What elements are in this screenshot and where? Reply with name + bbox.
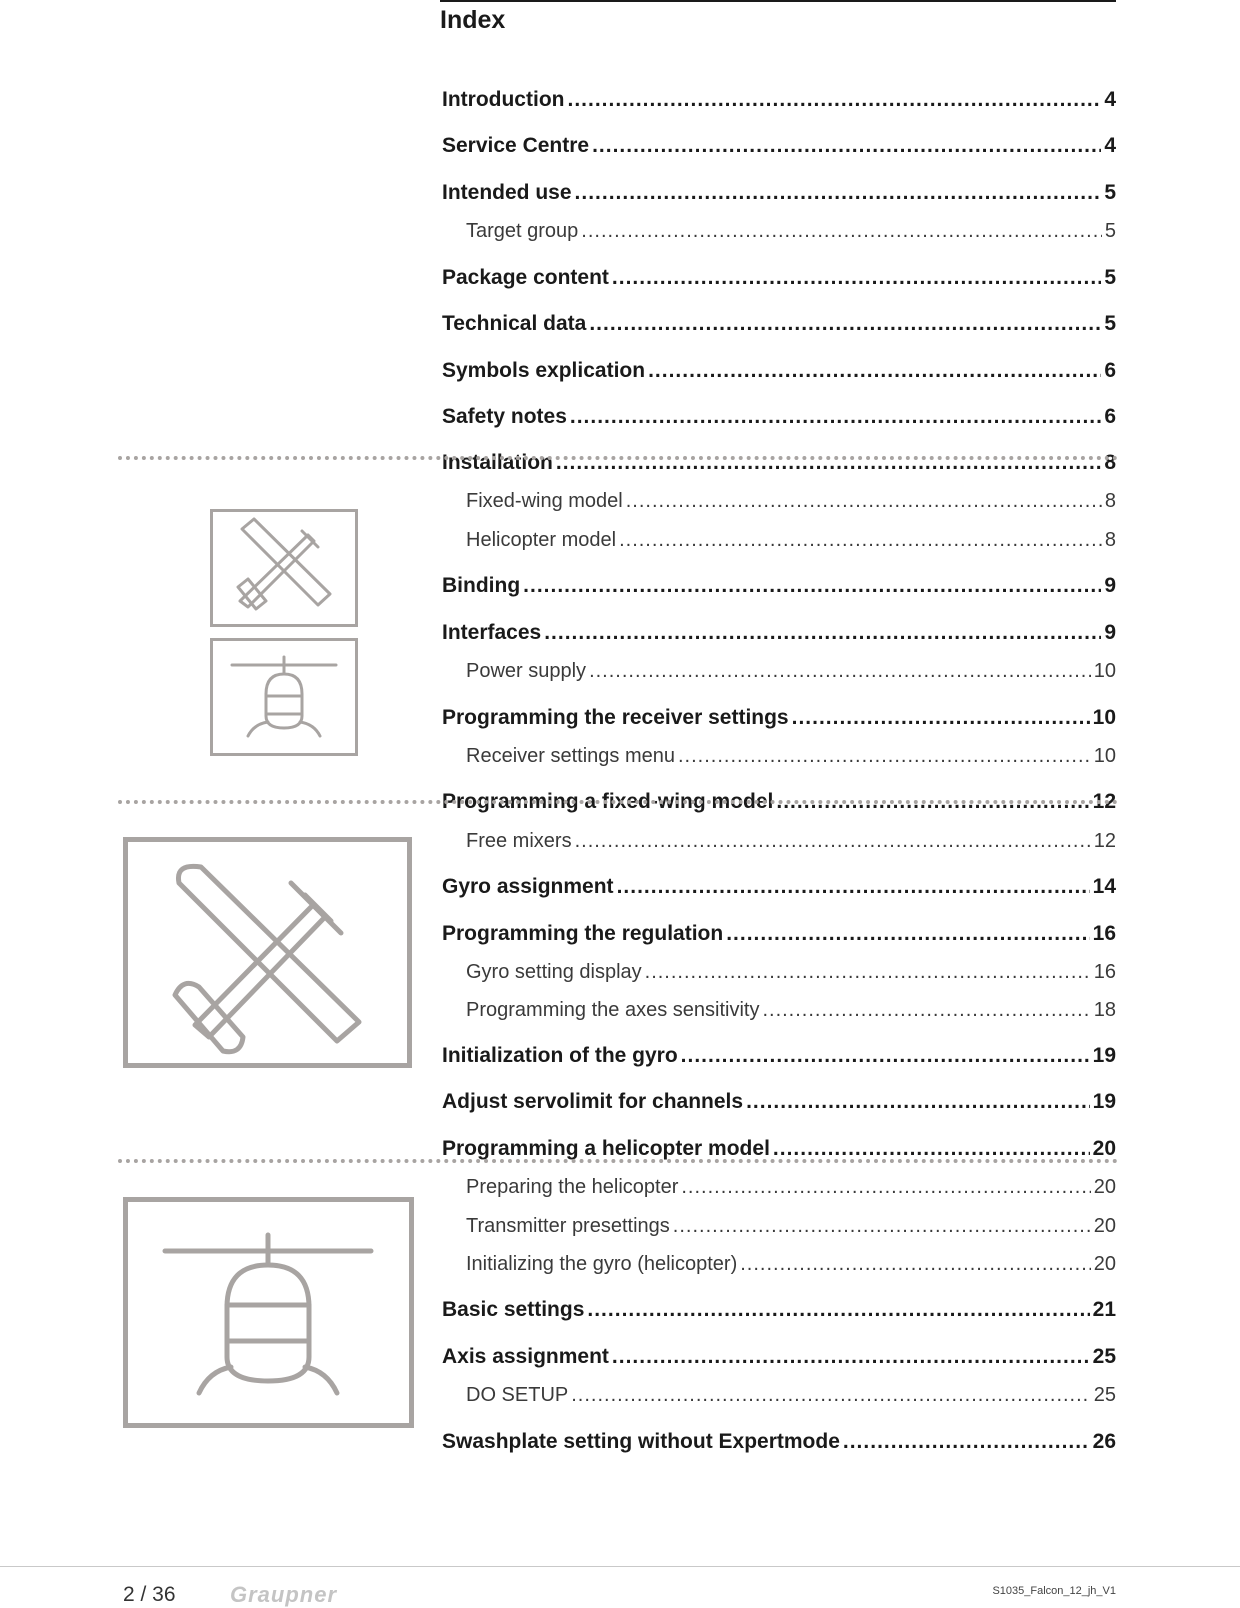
toc-leader — [575, 181, 1102, 205]
toc-page: 20 — [1093, 1176, 1116, 1198]
toc-label: Power supply — [466, 660, 587, 682]
toc-subentry-free-mixers[interactable] — [442, 830, 1116, 860]
section-separator — [118, 1159, 1118, 1163]
airplane-large-icon — [123, 837, 412, 1068]
toc-page: 5 — [1104, 181, 1116, 204]
toc-subentry-do-setup[interactable] — [442, 1384, 1116, 1414]
toc-subentry-axes-sensitivity[interactable] — [442, 999, 1116, 1029]
toc-entry-service-centre[interactable] — [442, 134, 1116, 164]
toc-label: Axis assignment — [442, 1345, 609, 1368]
toc-page: 20 — [1093, 1253, 1116, 1275]
toc-entry-axis-assignment[interactable] — [442, 1345, 1116, 1375]
toc-label: Transmitter presettings — [466, 1215, 670, 1237]
toc-leader — [575, 830, 1091, 853]
toc-leader — [556, 451, 1101, 475]
toc-page: 25 — [1093, 1384, 1116, 1406]
toc-page: 20 — [1093, 1215, 1116, 1237]
toc-page: 5 — [1104, 220, 1116, 242]
toc-label: Safety notes — [442, 405, 567, 428]
toc-label: Gyro assignment — [442, 875, 614, 898]
toc-leader — [740, 1253, 1091, 1276]
toc-page: 10 — [1093, 745, 1116, 767]
toc-entry-package-content[interactable] — [442, 266, 1116, 296]
toc-label: Introduction — [442, 88, 565, 111]
toc-subentry-target-group[interactable] — [442, 220, 1116, 250]
helicopter-small-icon — [210, 638, 358, 756]
toc-entry-symbols-explication[interactable] — [442, 359, 1116, 389]
toc-label: Technical data — [442, 312, 587, 335]
toc-label: Intended use — [442, 181, 572, 204]
toc-label: Programming the regulation — [442, 922, 724, 945]
toc-leader — [589, 312, 1101, 336]
toc-page: 8 — [1104, 529, 1116, 551]
toc-leader — [570, 405, 1101, 429]
toc-entry-interfaces[interactable] — [442, 621, 1116, 651]
toc-entry-adjust-servolimit[interactable] — [442, 1090, 1116, 1120]
toc-label: Gyro setting display — [466, 961, 642, 983]
toc-page: 16 — [1093, 961, 1116, 983]
toc-page: 4 — [1104, 134, 1116, 157]
toc-leader — [645, 961, 1091, 984]
toc-leader — [619, 529, 1102, 552]
toc-label: Basic settings — [442, 1298, 585, 1321]
toc-leader — [678, 745, 1091, 768]
toc-page: 25 — [1092, 1345, 1116, 1368]
toc-page: 8 — [1104, 490, 1116, 512]
toc-page: 10 — [1092, 706, 1116, 729]
toc-entry-binding[interactable] — [442, 574, 1116, 604]
toc-page: 19 — [1092, 1044, 1116, 1067]
toc-page: 12 — [1093, 830, 1116, 852]
toc-leader — [587, 1298, 1089, 1322]
toc-label: DO SETUP — [466, 1384, 569, 1406]
toc-label: Swashplate setting without Expertmode — [442, 1430, 840, 1453]
toc-entry-introduction[interactable] — [442, 88, 1116, 118]
toc-entry-gyro-assignment[interactable] — [442, 875, 1116, 905]
toc-label: Target group — [466, 220, 579, 242]
toc-leader — [843, 1430, 1090, 1454]
toc-leader — [612, 1345, 1090, 1369]
toc-leader — [648, 359, 1101, 383]
toc-subentry-fixed-wing-model[interactable] — [442, 490, 1116, 520]
brand-logo: Graupner — [230, 1582, 338, 1607]
toc-leader — [612, 266, 1101, 290]
toc-leader — [589, 660, 1091, 683]
toc-entry-initialization-gyro[interactable] — [442, 1044, 1116, 1074]
toc-leader — [581, 220, 1102, 243]
toc-page: 5 — [1104, 312, 1116, 335]
toc-leader — [773, 1137, 1090, 1161]
section-separator — [118, 800, 1118, 804]
toc-page: 16 — [1092, 922, 1116, 945]
toc-leader — [762, 999, 1090, 1022]
toc-label: Programming the axes sensitivity — [466, 999, 760, 1021]
toc-page: 6 — [1104, 405, 1116, 428]
toc-label: Installation — [442, 451, 553, 474]
toc-subentry-power-supply[interactable] — [442, 660, 1116, 690]
toc-label: Free mixers — [466, 830, 572, 852]
toc-leader — [592, 134, 1101, 158]
toc-subentry-preparing-helicopter[interactable] — [442, 1176, 1116, 1206]
toc-page: 12 — [1092, 790, 1116, 813]
page-title: Index — [440, 6, 506, 34]
footer-rule — [0, 1566, 1240, 1567]
toc-leader — [681, 1176, 1090, 1199]
toc-subentry-initializing-gyro-helicopter[interactable] — [442, 1253, 1116, 1283]
toc-page: 21 — [1092, 1298, 1116, 1321]
toc-label: Interfaces — [442, 621, 542, 644]
toc-leader — [571, 1384, 1091, 1407]
page-number: 2 / 36 — [123, 1583, 176, 1606]
toc-subentry-gyro-setting-display[interactable] — [442, 961, 1116, 991]
toc-label: Package content — [442, 266, 609, 289]
toc-entry-programming-receiver-settings[interactable] — [442, 706, 1116, 736]
toc-page: 5 — [1104, 266, 1116, 289]
toc-leader — [792, 706, 1090, 730]
toc-subentry-transmitter-presettings[interactable] — [442, 1215, 1116, 1245]
airplane-small-icon — [210, 509, 358, 627]
toc-label: Initializing the gyro (helicopter) — [466, 1253, 738, 1275]
toc-leader — [617, 875, 1090, 899]
toc-leader — [746, 1090, 1090, 1114]
toc-label: Programming a helicopter model — [442, 1137, 770, 1160]
toc-page: 8 — [1104, 451, 1116, 474]
toc-subentry-receiver-settings-menu[interactable] — [442, 745, 1116, 775]
toc-label: Service Centre — [442, 134, 590, 157]
toc-label: Receiver settings menu — [466, 745, 675, 767]
toc-entry-technical-data[interactable] — [442, 312, 1116, 342]
toc-entry-safety-notes[interactable] — [442, 405, 1116, 435]
toc-label: Symbols explication — [442, 359, 646, 382]
section-separator — [118, 456, 1118, 460]
title-rule — [440, 0, 1116, 2]
toc-label: Adjust servolimit for channels — [442, 1090, 744, 1113]
toc-label: Preparing the helicopter — [466, 1176, 679, 1198]
toc-leader — [544, 621, 1101, 645]
toc-page: 18 — [1093, 999, 1116, 1021]
toc-label: Binding — [442, 574, 521, 597]
toc-leader — [567, 88, 1101, 112]
toc-leader — [681, 1044, 1090, 1068]
toc-entry-programming-fixed-wing-model[interactable] — [442, 790, 1116, 820]
toc-page: 9 — [1104, 574, 1116, 597]
toc-page: 19 — [1092, 1090, 1116, 1113]
document-id: S1035_Falcon_12_jh_V1 — [992, 1585, 1116, 1597]
toc-entry-programming-regulation[interactable] — [442, 922, 1116, 952]
toc-label: Helicopter model — [466, 529, 617, 551]
toc-page: 9 — [1104, 621, 1116, 644]
toc-entry-intended-use[interactable] — [442, 181, 1116, 211]
toc-page: 10 — [1093, 660, 1116, 682]
toc-subentry-helicopter-model[interactable] — [442, 529, 1116, 559]
helicopter-large-icon — [123, 1197, 414, 1428]
toc-entry-swashplate-setting[interactable] — [442, 1430, 1116, 1460]
toc-leader — [673, 1215, 1091, 1238]
toc-label: Programming the receiver settings — [442, 706, 789, 729]
toc-leader — [726, 922, 1089, 946]
toc-page: 4 — [1104, 88, 1116, 111]
toc-label: Fixed-wing model — [466, 490, 623, 512]
toc-page: 14 — [1092, 875, 1116, 898]
toc-page: 6 — [1104, 359, 1116, 382]
toc-label: Initialization of the gyro — [442, 1044, 678, 1067]
toc-page: 26 — [1092, 1430, 1116, 1453]
toc-entry-basic-settings[interactable] — [442, 1298, 1116, 1328]
toc-page: 20 — [1092, 1137, 1116, 1160]
toc-leader — [626, 490, 1102, 513]
toc-label: Programming a fixed-wing model — [442, 790, 774, 813]
toc-leader — [523, 574, 1101, 598]
